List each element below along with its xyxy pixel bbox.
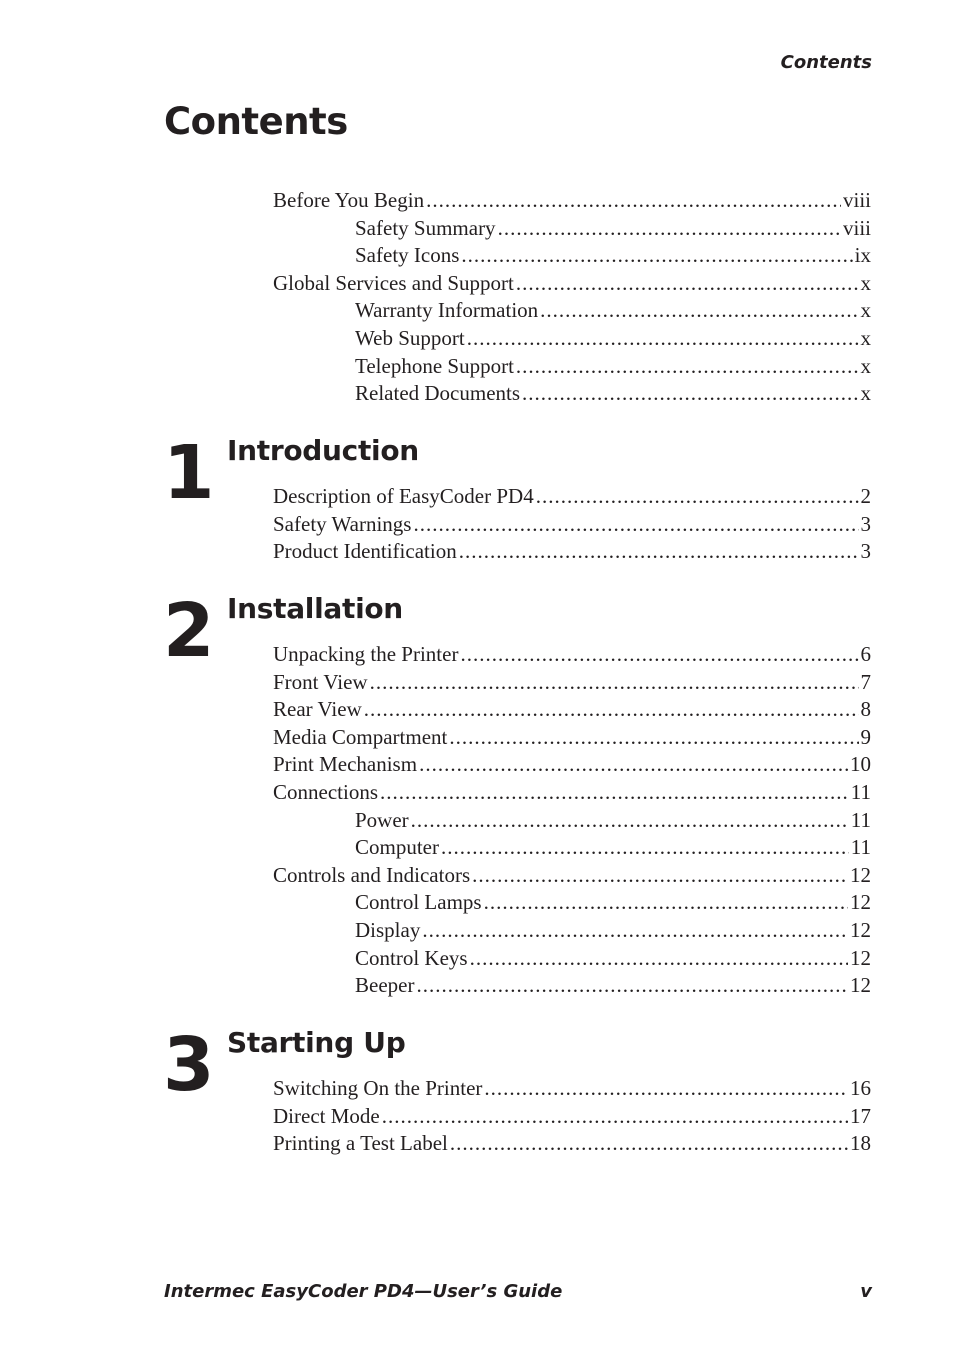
toc-entry-page-number: x [860, 353, 871, 378]
dot-leader [522, 380, 858, 408]
toc-entry[interactable] [273, 297, 871, 325]
toc-entry-page-number: 2 [860, 484, 871, 508]
toc-entry-page-number: 12 [850, 862, 871, 887]
toc-entry-page-number: viii [842, 188, 871, 212]
dot-leader [416, 972, 848, 1000]
toc-entry-page-number: 3 [860, 539, 871, 564]
dot-leader [422, 917, 848, 945]
toc-entry-label: Switching On the Printer [273, 1076, 483, 1100]
toc-entry[interactable] [273, 538, 871, 566]
toc-entry-page-number: 16 [850, 1076, 871, 1100]
toc-entry-label: Power [355, 807, 409, 832]
toc-entry-label: Printing a Test Label [273, 1131, 448, 1156]
chapter-title: Installation [227, 592, 403, 625]
toc-entry-label: Control Keys [355, 945, 468, 970]
toc-entry[interactable] [273, 353, 871, 381]
toc-entry[interactable] [273, 511, 871, 539]
toc-entry-page-number: 7 [860, 669, 871, 694]
dot-leader [413, 511, 858, 539]
toc-entry-page-number: 8 [860, 697, 871, 722]
toc-entry-page-number: 17 [850, 1103, 871, 1128]
dot-leader [364, 696, 859, 724]
toc-entry-page-number: x [860, 381, 871, 406]
chapter-title: Starting Up [227, 1026, 406, 1059]
toc-entry[interactable] [273, 751, 871, 779]
toc-entry[interactable] [273, 380, 871, 408]
toc-entry-label: Front View [273, 669, 368, 694]
chapter-title: Introduction [227, 434, 419, 467]
dot-leader [370, 669, 859, 697]
dot-leader [449, 724, 858, 752]
dot-leader [460, 641, 858, 669]
toc-entry-label: Web Support [355, 325, 465, 350]
toc-entry-label: Product Identification [273, 539, 457, 564]
toc-entry-page-number: 11 [850, 835, 871, 860]
toc-entry[interactable] [273, 696, 871, 724]
toc-entry-label: Unpacking the Printer [273, 642, 459, 666]
dot-leader [540, 297, 858, 325]
page-title: Contents [164, 100, 348, 143]
toc-entry-label: Rear View [273, 697, 362, 722]
toc-entry[interactable] [273, 270, 871, 298]
toc-entry-label: Before You Begin [273, 188, 425, 212]
toc-entry-label: Related Documents [355, 381, 521, 406]
toc-entry-page-number: viii [842, 215, 871, 240]
toc-entry-label: Connections [273, 779, 378, 804]
toc-entry-label: Print Mechanism [273, 752, 418, 777]
dot-leader [472, 862, 848, 890]
toc-entry-label: Controls and Indicators [273, 862, 471, 887]
toc-entry-page-number: x [860, 270, 871, 295]
chapter-number: 2 [163, 588, 213, 674]
running-head: Contents [780, 52, 872, 73]
toc-entry-label: Display [355, 917, 421, 942]
footer-page-number: v [860, 1281, 872, 1302]
toc-entry-page-number: 6 [860, 642, 871, 666]
toc-entry-page-number: 18 [850, 1131, 871, 1156]
dot-leader [426, 187, 841, 215]
chapter-number: 3 [163, 1022, 213, 1108]
toc-chapter-3 [273, 1075, 871, 1158]
dot-leader [516, 353, 859, 381]
toc-entry[interactable] [273, 834, 871, 862]
toc-entry-label: Safety Icons [355, 243, 460, 268]
dot-leader [380, 779, 849, 807]
toc-entry[interactable] [273, 889, 871, 917]
toc-front-matter [273, 187, 871, 408]
toc-entry-page-number: ix [854, 243, 871, 268]
toc-entry-label: Telephone Support [355, 353, 514, 378]
dot-leader [441, 834, 849, 862]
footer-document-title: Intermec EasyCoder PD4—User’s Guide [164, 1281, 563, 1302]
toc-entry[interactable] [273, 972, 871, 1000]
toc-entry-page-number: 9 [860, 724, 871, 749]
dot-leader [459, 538, 859, 566]
chapter-number: 1 [163, 430, 213, 516]
toc-entry-label: Control Lamps [355, 890, 482, 915]
toc-entry[interactable] [273, 669, 871, 697]
toc-entry-label: Beeper [355, 973, 415, 998]
toc-entry-label: Description of EasyCoder PD4 [273, 484, 534, 508]
dot-leader [419, 751, 848, 779]
dot-leader [484, 889, 848, 917]
dot-leader [516, 270, 859, 298]
dot-leader [450, 1130, 848, 1158]
dot-leader [411, 807, 849, 835]
toc-entry[interactable] [273, 483, 871, 511]
toc-entry-page-number: 11 [850, 807, 871, 832]
toc-entry[interactable] [273, 724, 871, 752]
toc-entry-page-number: 11 [850, 779, 871, 804]
dot-leader [536, 483, 859, 511]
toc-entry-page-number: x [860, 325, 871, 350]
toc-entry[interactable] [273, 807, 871, 835]
dot-leader [484, 1075, 848, 1103]
toc-entry-label: Direct Mode [273, 1103, 380, 1128]
toc-entry[interactable] [273, 1103, 871, 1131]
toc-entry[interactable] [273, 187, 871, 215]
toc-entry-label: Safety Summary [355, 215, 496, 240]
toc-chapter-1 [273, 483, 871, 566]
toc-chapter-2 [273, 641, 871, 1000]
toc-entry-page-number: 12 [850, 890, 871, 915]
toc-entry-label: Global Services and Support [273, 270, 514, 295]
toc-entry-label: Media Compartment [273, 724, 448, 749]
toc-entry-page-number: 12 [850, 973, 871, 998]
toc-entry-page-number: 12 [850, 917, 871, 942]
dot-leader [470, 945, 848, 973]
toc-entry[interactable] [273, 641, 871, 669]
toc-entry[interactable] [273, 779, 871, 807]
toc-entry[interactable] [273, 215, 871, 243]
toc-entry[interactable] [273, 242, 871, 270]
toc-entry-page-number: x [860, 298, 871, 323]
dot-leader [382, 1103, 848, 1131]
toc-entry-label: Computer [355, 835, 439, 860]
toc-entry[interactable] [273, 1075, 871, 1103]
toc-entry-page-number: 12 [850, 945, 871, 970]
toc-entry-page-number: 10 [850, 752, 871, 777]
toc-entry[interactable] [273, 862, 871, 890]
dot-leader [461, 242, 852, 270]
toc-entry[interactable] [273, 1130, 871, 1158]
toc-entry[interactable] [273, 945, 871, 973]
toc-entry-label: Warranty Information [355, 298, 539, 323]
dot-leader [498, 215, 841, 243]
toc-entry[interactable] [273, 325, 871, 353]
toc-entry[interactable] [273, 917, 871, 945]
toc-entry-page-number: 3 [860, 511, 871, 536]
toc-entry-label: Safety Warnings [273, 511, 412, 536]
dot-leader [467, 325, 859, 353]
